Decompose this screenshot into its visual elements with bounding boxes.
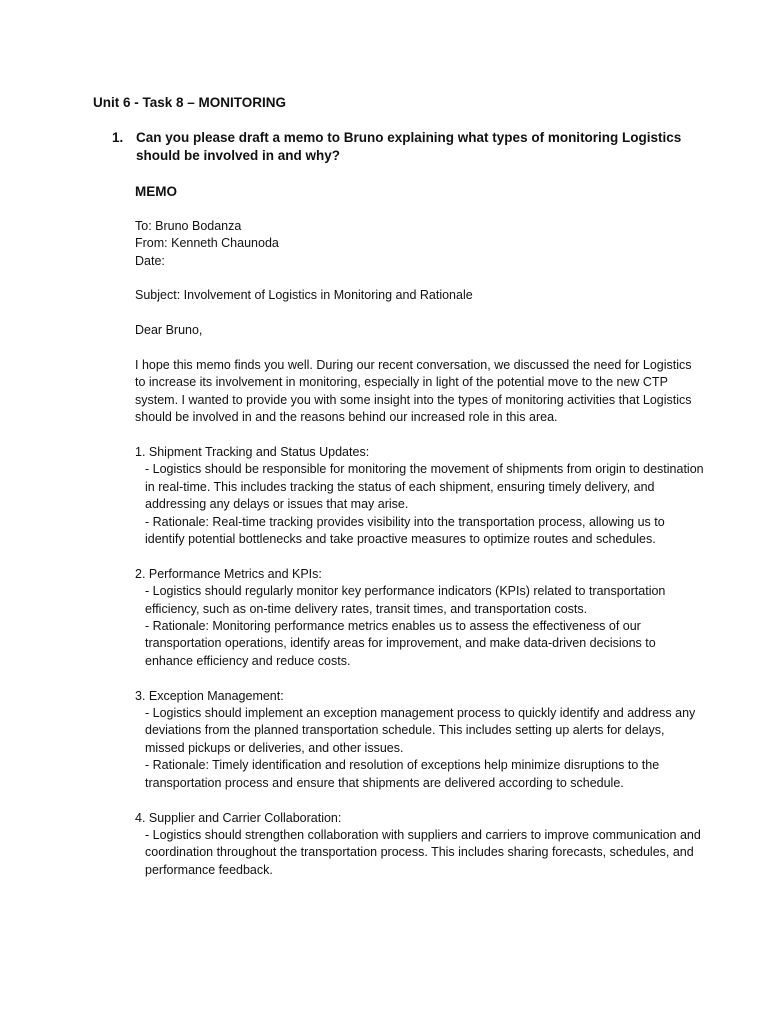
memo-date: Date: xyxy=(135,253,165,268)
section-title: 1. Shipment Tracking and Status Updates: xyxy=(135,445,370,460)
memo-section xyxy=(135,688,705,792)
section-title: 2. Performance Metrics and KPIs: xyxy=(135,566,322,581)
section-point: - Rationale: Real-time tracking provides visibility into the transportation process, allowing us to identify potential bottlenecks and take proactive measures to optimize routes and schedules. xyxy=(145,514,665,547)
section-point: - Rationale: Timely identification and resolution of exceptions help minimize disruptions to the transportation process and ensure that shipments are delivered according to schedule. xyxy=(145,758,660,790)
memo-to: To: Bruno Bodanza xyxy=(135,218,242,233)
question-text: Can you please draft a memo to Bruno explaining what types of monitoring Logistics should be involved in and why? xyxy=(136,130,682,163)
memo-title: MEMO xyxy=(135,184,177,199)
section-point: - Logistics should implement an exception management process to quickly identify and address any deviations from the planned transportation schedule. This includes setting up alerts for delays, missed pickups or deliveries, and other issues. xyxy=(145,706,696,755)
memo-section xyxy=(135,566,705,670)
section-title: 4. Supplier and Carrier Collaboration: xyxy=(135,810,342,825)
section-title: 3. Exception Management: xyxy=(135,688,284,703)
memo-header-block xyxy=(135,218,705,270)
memo-section xyxy=(135,444,705,548)
task-heading: Unit 6 - Task 8 – MONITORING xyxy=(93,95,287,110)
section-point: - Logistics should be responsible for monitoring the movement of shipments from origin to destination in real-time. This includes tracking the status of each shipment, ensuring timely delivery, and addressing any delays or issues that may arise. xyxy=(145,462,704,512)
section-point: - Rationale: Monitoring performance metrics enables us to assess the effectiveness of our transportation operations, identify areas for improvement, and make data-driven decisions to enhance efficiency and reduce costs. xyxy=(145,619,656,668)
section-point: - Logistics should strengthen collaboration with suppliers and carriers to improve communication and coordination throughout the transportation process. This includes sharing forecasts, schedules, and performance feedback. xyxy=(145,827,701,877)
memo-body xyxy=(135,183,705,897)
memo-from: From: Kenneth Chaunoda xyxy=(135,236,279,251)
memo-intro-paragraph: I hope this memo finds you well. During our recent conversation, we discussed the need for Logistics to increase its involvement in monitoring, especially in light of the potential move to the new CTP system. I wanted to provide you with some insight into the types of monitoring activities that Logistics should be involved in and the reasons behind our increased role in this area. xyxy=(135,358,692,425)
section-point: - Logistics should regularly monitor key performance indicators (KPIs) related to transportation efficiency, such as on-time delivery rates, transit times, and transportation costs. xyxy=(145,584,666,616)
memo-section xyxy=(135,810,705,880)
memo-subject: Subject: Involvement of Logistics in Monitoring and Rationale xyxy=(135,288,473,303)
question-number: 1. xyxy=(112,130,124,145)
memo-greeting: Dear Bruno, xyxy=(135,323,203,338)
